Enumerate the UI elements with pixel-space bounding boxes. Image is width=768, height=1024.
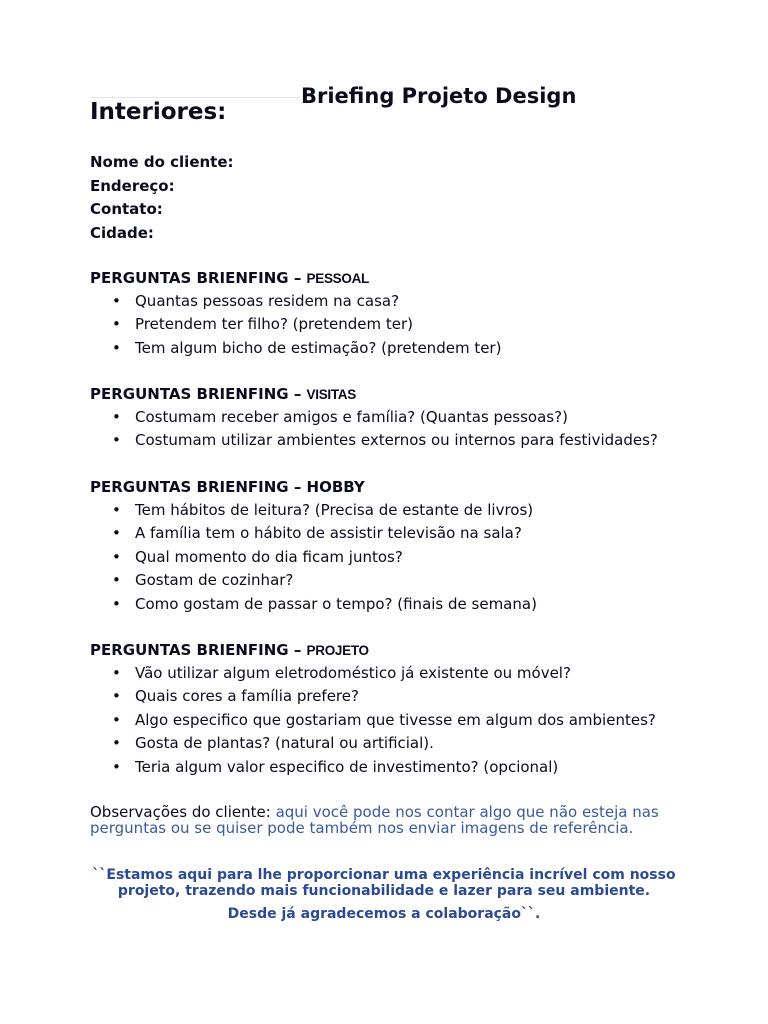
question-item [90, 406, 730, 429]
question-text: Como gostam de passar o tempo? (finais de semana) [135, 594, 537, 613]
question-list [90, 406, 730, 453]
client-observations [90, 804, 690, 836]
question-item [90, 756, 730, 779]
bullet-icon: • [112, 524, 121, 543]
top-divider [90, 97, 300, 98]
question-text: Teria algum valor especifico de investimento? (opcional) [135, 757, 559, 776]
bullet-icon: • [112, 338, 121, 357]
question-item [90, 709, 730, 732]
section-projeto [90, 639, 730, 779]
section-heading [90, 267, 730, 290]
question-text: Algo especifico que gostariam que tivesse em algum dos ambientes? [135, 710, 656, 729]
question-text: Quais cores a família prefere? [135, 687, 359, 706]
question-item [90, 685, 730, 708]
question-text: Costumam utilizar ambientes externos ou internos para festividades? [135, 431, 658, 450]
question-text: Gosta de plantas? (natural ou artificial). [135, 734, 434, 753]
section-heading-prefix: PERGUNTAS BRIENFING – HOBBY [90, 478, 365, 496]
document-title: Briefing Projeto Design [301, 84, 577, 108]
bullet-icon: • [112, 594, 121, 613]
section-heading [90, 639, 730, 662]
section-visitas [90, 383, 730, 453]
section-heading-prefix: PERGUNTAS BRIENFING – [90, 641, 307, 659]
bullet-icon: • [112, 547, 121, 566]
client-name-label: Nome do cliente: [90, 153, 234, 171]
section-hobby [90, 476, 730, 616]
bullet-icon: • [112, 664, 121, 682]
question-text: Qual momento do dia ficam juntos? [135, 547, 403, 566]
question-item [90, 593, 730, 616]
section-heading-prefix: PERGUNTAS BRIENFING – [90, 269, 307, 287]
closing-line-2: projeto, trazendo mais funcionabilidade e lazer para seu ambiente. [117, 883, 651, 899]
document-title-continuation: Interiores: [90, 99, 227, 125]
contact-label: Contato: [90, 200, 163, 218]
question-text: Vão utilizar algum eletrodoméstico já existente ou móvel? [135, 664, 571, 682]
section-heading-suffix: VISITAS [306, 387, 356, 402]
section-heading-prefix: PERGUNTAS BRIENFING – [90, 385, 307, 403]
bullet-icon: • [112, 757, 121, 776]
section-heading [90, 476, 730, 499]
bullet-icon: • [112, 687, 121, 706]
question-item [90, 732, 730, 755]
question-item [90, 290, 730, 313]
question-text: Tem hábitos de leitura? (Precisa de estante de livros) [135, 501, 534, 519]
section-heading-suffix: PESSOAL [306, 271, 369, 286]
address-label: Endereço: [90, 176, 175, 195]
bullet-icon: • [112, 408, 121, 426]
observations-label: Observações do cliente: [90, 803, 271, 821]
bullet-icon: • [112, 315, 121, 334]
closing-line-1: ``Estamos aqui para lhe proporcionar uma experiência incrível com nosso [92, 867, 676, 883]
question-item [90, 662, 730, 685]
question-list [90, 662, 730, 779]
bullet-icon: • [112, 501, 121, 519]
question-item [90, 522, 730, 545]
bullet-icon: • [112, 734, 121, 753]
question-text: Gostam de cozinhar? [135, 571, 294, 590]
section-pessoal [90, 267, 730, 360]
bullet-icon: • [112, 710, 121, 729]
question-item [90, 499, 730, 522]
question-item [90, 337, 730, 360]
observations-hint: aqui você pode nos contar algo que não esteja nas perguntas ou se quiser pode também nos enviar imagens de referência. [90, 803, 659, 837]
section-heading [90, 383, 730, 406]
question-list [90, 290, 730, 360]
question-text: A família tem o hábito de assistir televisão na sala? [135, 524, 522, 543]
question-text: Costumam receber amigos e família? (Quantas pessoas?) [135, 408, 568, 426]
question-list [90, 499, 730, 616]
question-item [90, 313, 730, 336]
question-item [90, 546, 730, 569]
bullet-icon: • [112, 431, 121, 450]
question-item [90, 429, 730, 452]
question-text: Pretendem ter filho? (pretendem ter) [135, 315, 413, 334]
question-item [90, 569, 730, 592]
closing-line-3: Desde já agradecemos a colaboração``. [227, 906, 541, 922]
closing-message [0, 867, 768, 922]
city-label: Cidade: [90, 223, 154, 242]
bullet-icon: • [112, 571, 121, 590]
bullet-icon: • [112, 292, 121, 310]
question-text: Quantas pessoas residem na casa? [135, 292, 400, 310]
section-heading-suffix: PROJETO [306, 643, 369, 658]
question-text: Tem algum bicho de estimação? (pretendem ter) [135, 338, 502, 357]
client-info-block [90, 151, 234, 245]
